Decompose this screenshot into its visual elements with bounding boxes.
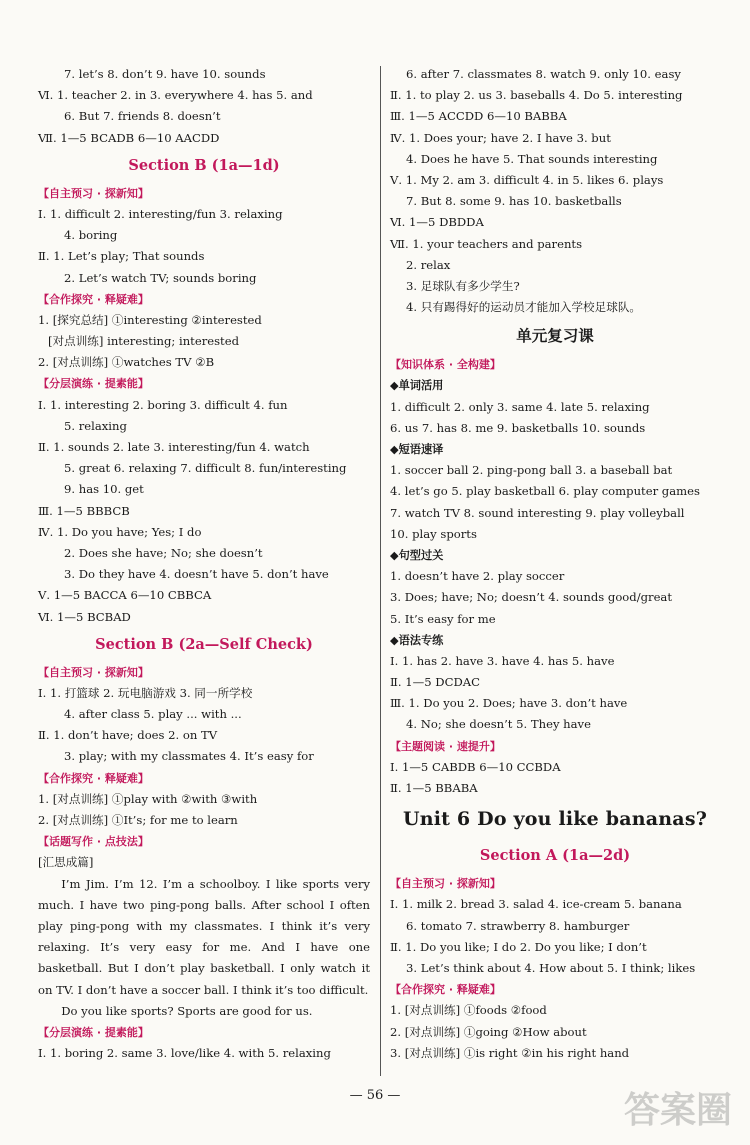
essay-paragraph: Do you like sports? Sports are good for us.	[61, 1003, 313, 1018]
answer-line: 3. Let’s think about 4. How about 5. I think; likes	[406, 960, 696, 975]
answer-line: Ⅱ. 1. sounds 2. late 3. interesting/fun 4. watch	[38, 440, 310, 454]
section-heading: Section B (1a—1d)	[128, 156, 280, 174]
answer-line: Ⅴ. 1—5 BACCA 6—10 CBBCA	[38, 588, 212, 603]
section-tag: 【分层演练 · 提素能】	[38, 377, 149, 391]
answer-line: [对点训练] interesting; interested	[48, 334, 239, 349]
answer-line: Ⅰ. 1. has 2. have 3. have 4. has 5. have	[390, 653, 615, 668]
answer-line: 3. play; with my classmates 4. It’s easy for	[64, 749, 314, 764]
answer-line: Ⅵ. 1—5 DBDDA	[390, 215, 484, 230]
unit-title: Unit 6 Do you like bananas?	[402, 808, 708, 831]
answer-line: Ⅰ. 1. interesting 2. boring 3. difficult 4. fun	[38, 397, 288, 412]
right-column	[390, 64, 720, 1064]
answer-line: 3. 足球队有多少学生?	[406, 278, 520, 293]
answer-line: Ⅲ. 1—5 ACCDD 6—10 BABBA	[390, 109, 567, 124]
subsection-label: ◆句型过关	[390, 548, 444, 562]
answer-line: Ⅳ. 1. Do you have; Yes; I do	[38, 524, 202, 539]
answer-line: 1. [对点训练] ①foods ②food	[390, 1003, 547, 1018]
answer-line: 4. let’s go 5. play basketball 6. play computer games	[390, 484, 700, 499]
section-heading: Section B (2a—Self Check)	[95, 635, 313, 653]
answer-line: Ⅶ. 1. your teachers and parents	[390, 236, 583, 251]
answer-line: 3. Do they have 4. doesn’t have 5. don’t have	[64, 567, 329, 582]
answer-line: Ⅱ. 1—5 BBABA	[390, 781, 478, 795]
answer-line: Ⅰ. 1. 打篮球 2. 玩电脑游戏 3. 同一所学校	[38, 685, 253, 700]
answer-line: 7. But 8. some 9. has 10. basketballs	[406, 194, 622, 209]
section-tag: 【合作探究 · 释疑难】	[390, 983, 501, 997]
section-tag: 【分层演练 · 提素能】	[38, 1025, 149, 1039]
answer-line: 2. relax	[406, 257, 451, 272]
answer-line: 2. [对点训练] ①It’s; for me to learn	[38, 813, 238, 827]
section-tag: 【知识体系 · 全构建】	[390, 358, 501, 372]
answer-line: 10. play sports	[390, 526, 477, 541]
subsection-label: ◆语法专练	[390, 633, 444, 647]
answer-line: 1. [对点训练] ①play with ②with ③with	[38, 791, 258, 806]
answer-line: 6. But 7. friends 8. doesn’t	[64, 109, 221, 124]
answer-line: 3. Does; have; No; doesn’t 4. sounds good/great	[390, 590, 673, 605]
review-heading: 单元复习课	[516, 326, 594, 346]
answer-line: 1. doesn’t have 2. play soccer	[390, 569, 565, 584]
section-tag: 【合作探究 · 释疑难】	[38, 292, 149, 306]
answer-line: 5. relaxing	[64, 418, 127, 433]
section-tag: 【主题阅读 · 速提升】	[390, 739, 501, 753]
section-tag: 【话题写作 · 点技法】	[38, 835, 149, 849]
answer-line: 9. has 10. get	[64, 482, 144, 497]
answer-line: 4. 只有踢得好的运动员才能加入学校足球队。	[406, 300, 642, 315]
answer-line: 6. us 7. has 8. me 9. basketballs 10. sounds	[390, 420, 646, 435]
answer-line: 2. Let’s watch TV; sounds boring	[64, 270, 257, 285]
answer-line: 4. after class 5. play ... with ...	[64, 707, 242, 722]
answer-line: Ⅵ. 1. teacher 2. in 3. everywhere 4. has 5. and	[38, 88, 313, 103]
answer-line: 5. great 6. relaxing 7. difficult 8. fun/interesting	[64, 461, 347, 476]
answer-line: Ⅲ. 1. Do you 2. Does; have 3. don’t have	[390, 696, 628, 711]
answer-line: Ⅴ. 1. My 2. am 3. difficult 4. in 5. likes 6. plays	[390, 172, 664, 187]
answer-line: 4. No; she doesn’t 5. They have	[406, 717, 591, 732]
answer-line: Ⅰ. 1. milk 2. bread 3. salad 4. ice-cream 5. banana	[390, 897, 682, 912]
section-tag: 【自主预习 · 探新知】	[390, 877, 501, 891]
answer-line: 3. [对点训练] ①is right ②in his right hand	[390, 1045, 630, 1060]
column-divider	[380, 66, 381, 1076]
answer-line: 2. [对点训练] ①watches TV ②B	[38, 355, 215, 370]
answer-line: 6. after 7. classmates 8. watch 9. only 10. easy	[406, 67, 681, 81]
watermark-logo: 答案圈	[623, 1090, 732, 1131]
answer-line: Ⅲ. 1—5 BBBCB	[38, 503, 130, 518]
answer-line: Ⅰ. 1. difficult 2. interesting/fun 3. relaxing	[38, 206, 283, 221]
answer-line: Ⅱ. 1—5 DCDAC	[390, 675, 480, 690]
answer-line: 6. tomato 7. strawberry 8. hamburger	[406, 918, 630, 933]
subsection-label: ◆短语速译	[390, 443, 444, 456]
answer-line: 4. Does he have 5. That sounds interesting	[406, 151, 658, 166]
answer-line: Ⅱ. 1. don’t have; does 2. on TV	[38, 728, 218, 743]
answer-line: 7. watch TV 8. sound interesting 9. play volleyball	[390, 505, 685, 520]
page-number: — 56 —	[349, 1088, 401, 1103]
answer-line: 2. [对点训练] ①going ②How about	[390, 1024, 587, 1039]
answer-line: Ⅳ. 1. Does your; have 2. I have 3. but	[390, 130, 611, 145]
answer-line: Ⅱ. 1. Do you like; I do 2. Do you like; I don’t	[390, 939, 647, 954]
section-tag: 【自主预习 · 探新知】	[38, 665, 149, 679]
answer-line: Ⅰ. 1—5 CABDB 6—10 CCBDA	[390, 759, 561, 774]
answer-line: Ⅶ. 1—5 BCADB 6—10 AACDD	[38, 130, 220, 145]
answer-line: 1. [探究总结] ①interesting ②interested	[38, 312, 262, 327]
answer-line: 1. difficult 2. only 3. same 4. late 5. relaxing	[390, 399, 650, 414]
answer-line: 1. soccer ball 2. ping-pong ball 3. a baseball bat	[390, 463, 673, 478]
answer-line: [汇思成篇]	[38, 855, 94, 870]
section-tag: 【合作探究 · 释疑难】	[38, 771, 149, 785]
subsection-label: ◆单词活用	[390, 379, 444, 393]
answer-line: Ⅱ. 1. Let’s play; That sounds	[38, 249, 205, 264]
answer-line: 2. Does she have; No; she doesn’t	[64, 545, 263, 560]
essay-paragraph: I’m Jim. I’m 12. I’m a schoolboy. I like sports very much. I have two ping-pong balls. After school I often play ping-pong with my classmates. I think it’s very relaxing. It’s very easy for me. And I have one basketball. But I don’t play basketball. I only watch it on TV. I don’t have a soccer ball. I think it’s too difficult.	[38, 876, 370, 997]
section-heading: Section A (1a—2d)	[479, 847, 631, 865]
answer-line: Ⅵ. 1—5 BCBAD	[38, 609, 131, 624]
answer-line: 4. boring	[64, 228, 118, 243]
answer-line: Ⅱ. 1. to play 2. us 3. baseballs 4. Do 5. interesting	[390, 88, 683, 103]
answer-line: Ⅰ. 1. boring 2. same 3. love/like 4. with 5. relaxing	[38, 1046, 331, 1061]
answer-line: 5. It’s easy for me	[390, 611, 496, 626]
answer-line: 7. let’s 8. don’t 9. have 10. sounds	[64, 67, 266, 81]
section-tag: 【自主预习 · 探新知】	[38, 186, 149, 200]
left-column	[38, 64, 370, 1064]
